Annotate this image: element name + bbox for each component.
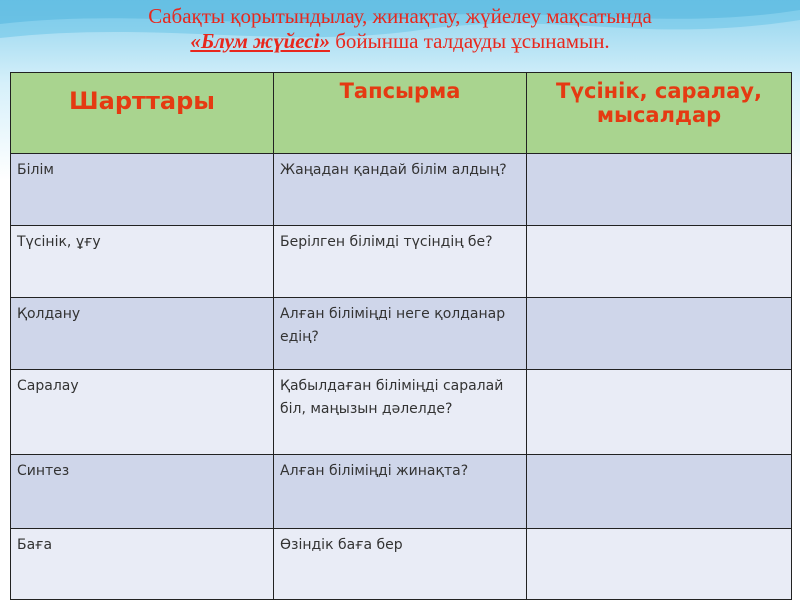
- cell-task: Берілген білімді түсіндің бе?: [274, 226, 527, 298]
- cell-notes: [527, 370, 792, 455]
- cell-task: Алған біліміңді неге қолданар едің?: [274, 298, 527, 370]
- header-task: Тапсырма: [274, 73, 527, 154]
- slide-title: [0, 4, 800, 54]
- table-row: [11, 370, 792, 455]
- table-row: [11, 529, 792, 600]
- cell-notes: [527, 226, 792, 298]
- cell-condition: Баға: [11, 529, 274, 600]
- header-conditions: Шарттары: [11, 73, 274, 154]
- title-line-1: Сабақты қорытындылау, жинақтау, жүйелеу мақсатында: [148, 4, 652, 28]
- header-row: [11, 73, 792, 154]
- cell-notes: [527, 455, 792, 529]
- cell-condition: Білім: [11, 154, 274, 226]
- title-line-2: [0, 29, 800, 54]
- cell-task: Өзіндік баға бер: [274, 529, 527, 600]
- cell-condition: Саралау: [11, 370, 274, 455]
- cell-task: Қабылдаған біліміңді саралай біл, маңызын дәлелде?: [274, 370, 527, 455]
- table-row: [11, 455, 792, 529]
- cell-task: Жаңадан қандай білім алдың?: [274, 154, 527, 226]
- table-row: [11, 298, 792, 370]
- table-row: [11, 226, 792, 298]
- title-line-2-rest: бойынша талдауды ұсынамын.: [329, 29, 610, 53]
- bloom-table: [10, 72, 792, 600]
- header-notes: Түсінік, саралау, мысалдар: [527, 73, 792, 154]
- cell-condition: Қолдану: [11, 298, 274, 370]
- table-row: [11, 154, 792, 226]
- cell-notes: [527, 298, 792, 370]
- cell-task: Алған біліміңді жинақта?: [274, 455, 527, 529]
- cell-notes: [527, 529, 792, 600]
- title-highlight: «Блум жүйесі»: [190, 29, 330, 53]
- cell-condition: Синтез: [11, 455, 274, 529]
- cell-notes: [527, 154, 792, 226]
- cell-condition: Түсінік, ұғу: [11, 226, 274, 298]
